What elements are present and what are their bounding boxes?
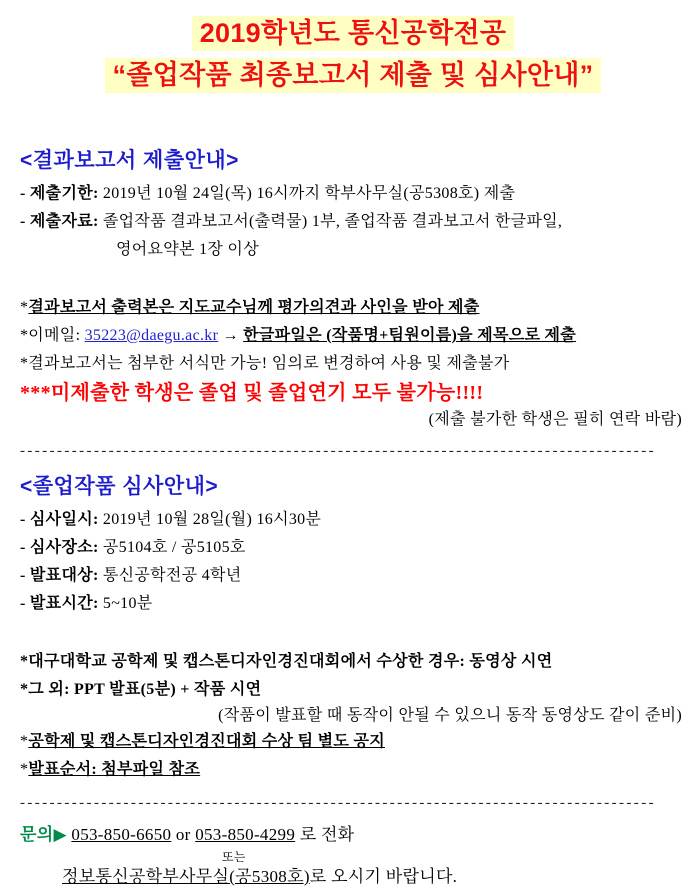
review-item-datetime: - 심사일시: 2019년 10월 28일(월) 16시30분 xyxy=(20,511,322,528)
dashed-divider-2: -------------------------------------------------------------------------------------- xyxy=(20,795,656,811)
review-note-video-backup: (작품이 발표할 때 동작이 안될 수 있으니 동작 동영상도 같이 준비) xyxy=(218,707,682,724)
review-item-duration: - 발표시간: 5~10분 xyxy=(20,595,153,612)
email-link[interactable]: 35223@daegu.ac.kr xyxy=(84,327,219,344)
review-note-order: *발표순서: 첨부파일 참조 xyxy=(20,761,201,778)
deadline-value: 2019년 10월 24일(목) 16시까지 학부사무실(공5308호) 제출 xyxy=(98,185,516,202)
review-item-audience: - 발표대상: 통신공학전공 4학년 xyxy=(20,567,242,584)
deadline-label: - 제출기한: xyxy=(20,185,99,202)
contact-office-line: 정보통신공학부사무실(공5308호)로 오시기 바랍니다. xyxy=(62,867,458,886)
submission-note-format: *결과보고서는 첨부한 서식만 가능! 임의로 변경하여 사용 및 제출불가 xyxy=(20,355,510,372)
materials-label: - 제출자료: xyxy=(20,213,99,230)
section-heading-submission: <결과보고서 제출안내> xyxy=(20,149,239,172)
office-name: 정보통신공학부사무실(공5308호) xyxy=(62,867,310,886)
section-heading-review: <졸업작품 심사안내> xyxy=(20,475,219,498)
materials-value: 졸업작품 결과보고서(출력물) 1부, 졸업작품 결과보고서 한글파일, xyxy=(98,213,563,230)
review-item-location: - 심사장소: 공5104호 / 공5105호 xyxy=(20,539,246,556)
dashed-divider-1: -------------------------------------------------------------------------------------- xyxy=(20,443,656,459)
submission-note-signature: *결과보고서 출력본은 지도교수님께 평가의견과 사인을 받아 제출 xyxy=(20,299,480,316)
arrow-right-icon: → xyxy=(218,327,244,344)
contact-label: 문의▶ xyxy=(20,825,67,844)
phone-number-1: 053-850-6650 xyxy=(71,825,172,844)
phone-number-2: 053-850-4299 xyxy=(195,825,296,844)
submission-deadline-line xyxy=(20,180,686,208)
contact-line: 문의▶ 053-850-6650 or 053-850-4299 로 전화 xyxy=(20,825,355,844)
submission-note-email: *이메일: 35223@daegu.ac.kr → 한글파일은 (작품명+팀원이름)을 제목으로 제출 xyxy=(20,327,577,344)
review-note-award-team: *공학제 및 캡스톤디자인경진대회 수상 팀 별도 공지 xyxy=(20,733,385,750)
title-line-1: 2019학년도 통신공학전공 xyxy=(20,12,686,54)
title-line-2: “졸업작품 최종보고서 제출 및 심사안내” xyxy=(20,54,686,96)
submission-materials-line xyxy=(20,208,686,236)
submission-materials-continued: 영어요약본 1장 이상 xyxy=(116,241,259,258)
review-note-award: *대구대학교 공학제 및 캡스톤디자인경진대회에서 수상한 경우: 동영상 시연 xyxy=(20,653,553,670)
contact-or-alt: 또는 xyxy=(222,850,246,864)
document-title xyxy=(20,12,686,96)
submission-warning-note: (제출 불가한 학생은 필히 연락 바람) xyxy=(428,411,682,428)
submission-warning: ***미제출한 학생은 졸업 및 졸업연기 모두 불가능!!!! xyxy=(20,382,484,404)
review-note-ppt: *그 외: PPT 발표(5분) + 작품 시연 xyxy=(20,681,262,698)
